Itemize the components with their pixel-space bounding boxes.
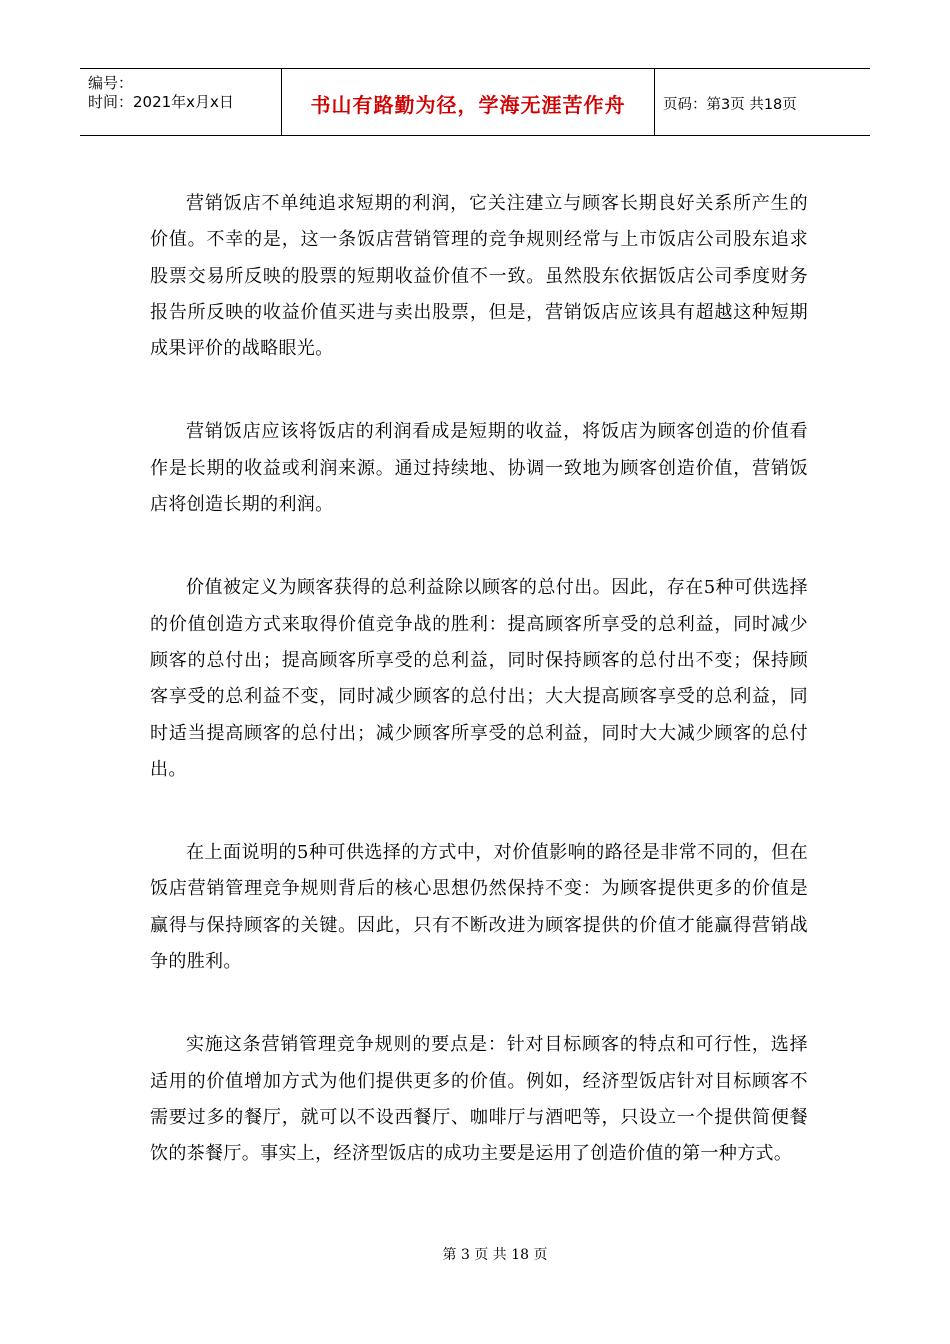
page-footer: 第 3 页 共 18 页 xyxy=(442,1247,548,1263)
header-motto-cell xyxy=(282,69,655,135)
paragraph: 营销饭店不单纯追求短期的利润，它关注建立与顾客长期良好关系所产生的价值。不幸的是，这一条饭店营销管理的竞争规则经常与上市饭店公司股东追求股票交易所反映的股票的短期收益价值不一致。虽然股东依据饭店公司季度财务报告所反映的收益价值买进与卖出股票，但是，营销饭店应该具有超越这种短期成果评价的战略眼光。 xyxy=(150,193,808,360)
document-number-label: 编号： xyxy=(88,74,134,92)
document-body xyxy=(150,186,808,1220)
header-motto: 书山有路勤为径，学海无涯苦作舟 xyxy=(310,92,626,117)
page-header xyxy=(80,68,870,136)
paragraph: 营销饭店应该将饭店的利润看成是短期的收益，将饭店为顾客创造的价值看作是长期的收益或利润来源。通过持续地、协调一致地为顾客创造价值，营销饭店将创造长期的利润。 xyxy=(150,421,808,516)
paragraph: 实施这条营销管理竞争规则的要点是：针对目标顾客的特点和可行性，选择适用的价值增加方式为他们提供更多的价值。例如，经济型饭店针对目标顾客不需要过多的餐厅，就可以不设西餐厅、咖啡厅与酒吧等，只设立一个提供简便餐饮的茶餐厅。事实上，经济型饭店的成功主要是运用了创造价值的第一种方式。 xyxy=(150,1034,808,1165)
header-page-number: 页码：第3页 共18页 xyxy=(663,96,797,113)
header-page-cell xyxy=(655,69,870,135)
document-date-label: 时间：2021年x月x日 xyxy=(88,93,234,111)
paragraph: 在上面说明的5种可供选择的方式中，对价值影响的路径是非常不同的，但在饭店营销管理竞争规则背后的核心思想仍然保持不变：为顾客提供更多的价值是赢得与保持顾客的关键。因此，只有不断改进为顾客提供的价值才能赢得营销战争的胜利。 xyxy=(150,842,808,973)
header-meta-cell xyxy=(80,69,282,135)
paragraph: 价值被定义为顾客获得的总利益除以顾客的总付出。因此，存在5种可供选择的价值创造方式来取得价值竞争战的胜利：提高顾客所享受的总利益，同时减少顾客的总付出；提高顾客所享受的总利益，同时保持顾客的总付出不变；保持顾客享受的总利益不变，同时减少顾客的总付出；大大提高顾客享受的总利益，同时适当提高顾客的总付出；减少顾客所享受的总利益，同时大大减少顾客的总付出。 xyxy=(150,577,808,780)
